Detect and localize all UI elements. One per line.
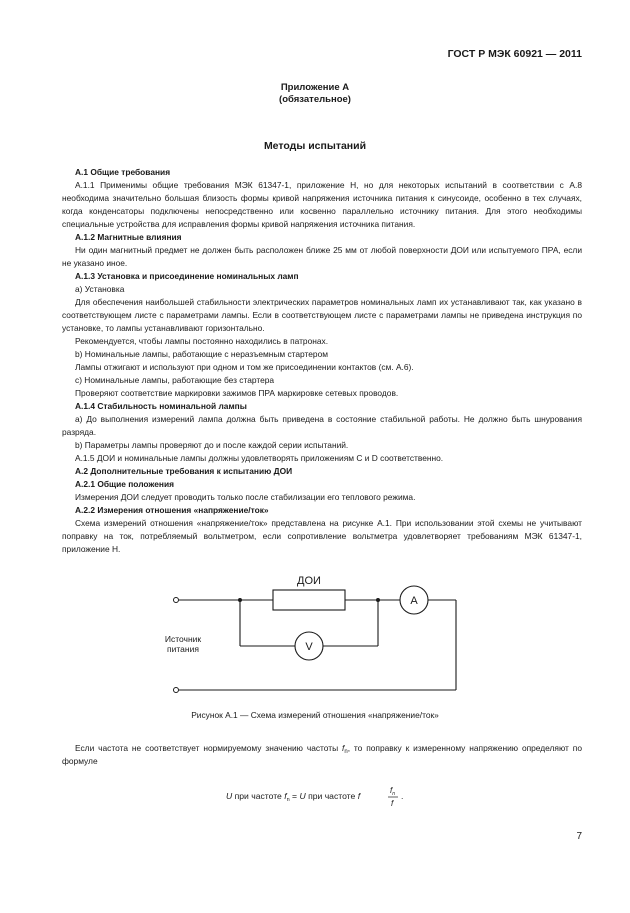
source-label: питания <box>167 644 199 654</box>
section-heading: А.1.3 Установка и присоединение номинальных ламп <box>75 271 299 281</box>
section-heading: А.2 Дополнительные требования к испытанию ДОИ <box>75 466 293 476</box>
fraction-numerator: $f_n$ <box>390 786 396 797</box>
fraction-denominator: f <box>391 799 394 808</box>
formula-line: U при частоте $f_n = U$ при частоте f <box>226 791 361 803</box>
section-heading: А.1.4 Стабильность номинальной лампы <box>75 401 247 411</box>
section-heading: А.2.1 Общие положения <box>75 479 174 489</box>
text: , то поправку к измеренному напряжению определяют по формуле <box>62 743 582 766</box>
paragraph: Лампы отжигают и используют при одном и том же присоединении контактов (см. А.6). <box>75 362 414 372</box>
paragraph: b) Параметры лампы проверяют до и после каждой серии испытаний. <box>75 440 349 450</box>
formula-intro <box>62 742 582 768</box>
subscript: n <box>344 749 348 755</box>
figure-caption: Рисунок А.1 — Схема измерений отношения «напряжение/ток» <box>191 710 439 720</box>
section-title: Методы испытаний <box>263 140 367 152</box>
formula <box>0 786 630 816</box>
doi-label: ДОИ <box>297 575 321 587</box>
paragraph: Схема измерений отношения «напряжение/ток» представлена на рисунке А.1. При использовании этой схемы не учитывают поправку на ток, потребляемый вольтметром, если сопротивление вольтметра удовлетворяет требованиям МЭК 61347-1, приложение Н. <box>62 518 582 554</box>
standard-header: ГОСТ Р МЭК 60921 — 2011 <box>447 48 582 60</box>
paragraph: Для обеспечения наибольшей стабильности электрических параметров номинальных ламп их устанавливают так, как указано в соответствующем листе с параметрами лампы. Если в соответствующем листе с параметрами лампы не приведена инструкция по установке, то лампы устанавливают горизонтально. <box>62 297 582 333</box>
doi-resistor <box>273 590 345 610</box>
source-label: Источник <box>164 634 202 644</box>
text: Если частота не соответствует нормируемому значению частоты <box>75 743 343 753</box>
paragraph: а) До выполнения измерений лампа должна быть приведена в состояние стабильной работы. Не должно быть шнурования разряда. <box>62 414 582 437</box>
circuit-diagram <box>160 572 460 702</box>
annex-subtitle: (обязательное) <box>279 94 351 105</box>
section-heading: А.2.2 Измерения отношения «напряжение/ток» <box>75 505 269 515</box>
section-heading: А.1 Общие требования <box>75 167 171 177</box>
junction-dot <box>238 598 242 602</box>
voltmeter-label: V <box>305 641 313 653</box>
paragraph: Ни один магнитный предмет не должен быть расположен ближе 25 мм от любой поверхности ДОИ или испытуемого ПРА, если не указано иное. <box>62 245 582 268</box>
paragraph: а) Установка <box>75 284 125 294</box>
symbol: f <box>342 743 345 753</box>
section-heading: А.1.2 Магнитные влияния <box>75 232 182 242</box>
paragraph: c) Номинальные лампы, работающие без стартера <box>75 375 275 385</box>
annex-title: Приложение А <box>280 82 350 93</box>
paragraph: Проверяют соответствие маркировки зажимов ПРА маркировке сетевых проводов. <box>75 388 399 398</box>
terminal <box>174 598 179 603</box>
junction-dot <box>376 598 380 602</box>
paragraph: А.1.5 ДОИ и номинальные лампы должны удовлетворять приложениям С и D соответственно. <box>75 453 444 463</box>
page-number: 7 <box>576 831 582 842</box>
paragraph: А.1.1 Применимы общие требования МЭК 61347-1, приложение Н, но для некоторых испытаний в соответствии с А.8 необходима значительно большая близость формы кривой напряжения источника питания к синусоиде, особенно в тех случаях, когда конденсаторы подключены непосредственно или косвенно параллельно источнику питания. Для этого необходимы специальные устройства для исправления формы кривой напряжения источника питания. <box>62 180 582 229</box>
paragraph: Рекомендуется, чтобы лампы постоянно находились в патронах. <box>75 336 329 346</box>
terminal <box>174 688 179 693</box>
formula-period: . <box>401 791 404 801</box>
paragraph: b) Номинальные лампы, работающие с неразъемным стартером <box>75 349 328 359</box>
ammeter-label: А <box>410 595 418 607</box>
paragraph: Измерения ДОИ следует проводить только после стабилизации его теплового режима. <box>75 492 416 502</box>
body-text <box>62 166 582 556</box>
